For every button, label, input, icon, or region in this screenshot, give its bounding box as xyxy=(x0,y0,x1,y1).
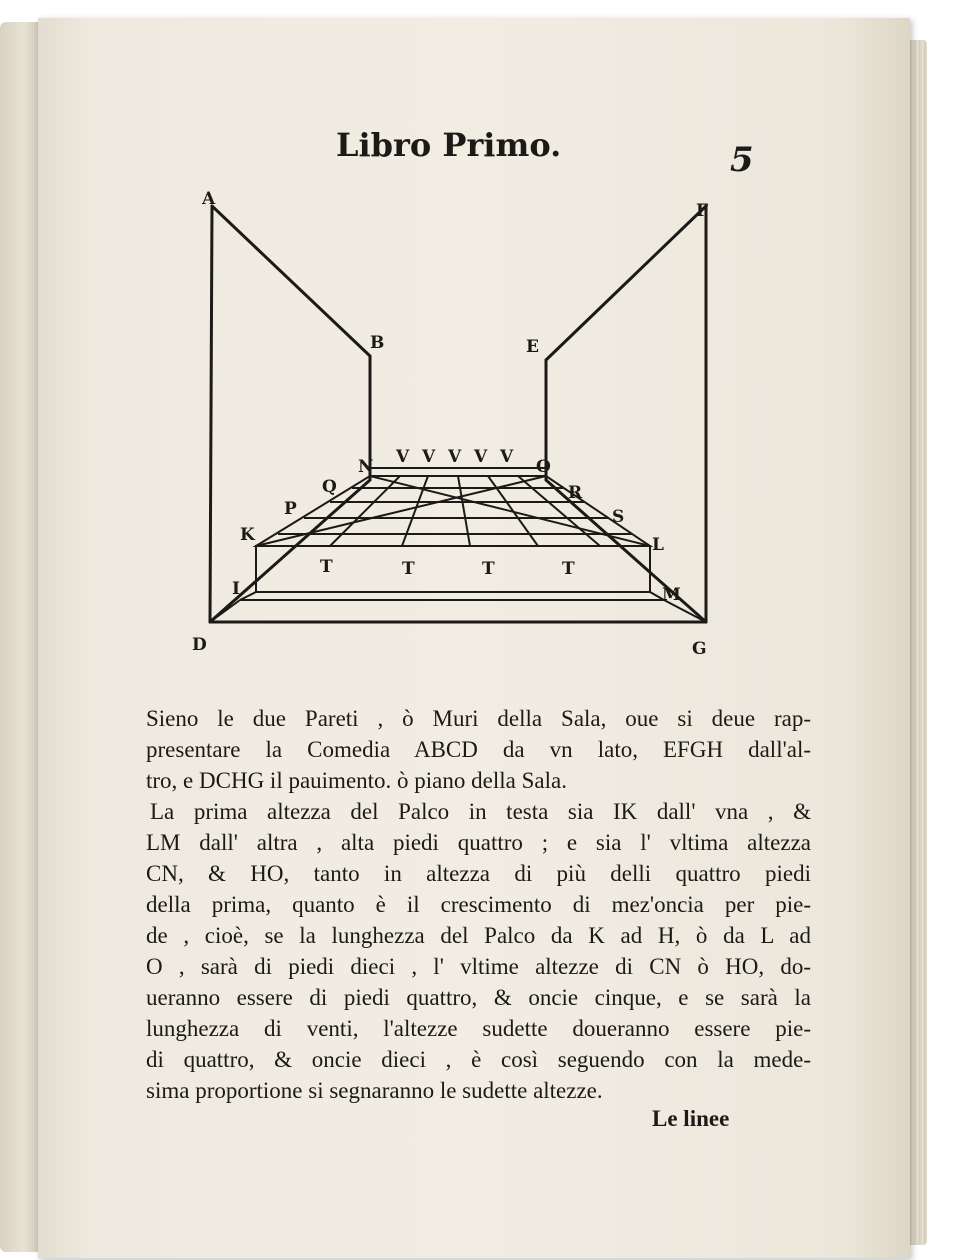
page-number: 5 xyxy=(730,140,754,180)
label-t3: T xyxy=(482,559,495,579)
label-t2: T xyxy=(402,559,415,579)
diag-k-h xyxy=(256,476,546,546)
running-head: Libro Primo. xyxy=(336,126,562,164)
text-line: sima proportione si segnaranno le sudette altezze. xyxy=(146,1078,603,1103)
text-line: de , cioè, se la lunghezza del Palco da K ad H, ò da L ad xyxy=(146,923,811,948)
label-o: O xyxy=(536,457,551,477)
text-line: O , sarà di piedi dieci , l' vltime altezze di CN ò HO, do- xyxy=(146,954,811,979)
line-f-e xyxy=(546,206,706,360)
line-a-b xyxy=(212,206,370,356)
label-v3: V xyxy=(448,447,462,467)
text-line: CN, & HO, tanto in altezza di più delli quattro piedi xyxy=(146,861,811,886)
recede-1 xyxy=(330,476,400,546)
label-k: K xyxy=(240,525,255,545)
perspective-diagram xyxy=(180,180,740,660)
label-l: L xyxy=(652,535,664,555)
line-a-d xyxy=(210,206,212,622)
text-line: La prima altezza del Palco in testa sia IK dall' vna , & xyxy=(150,799,811,824)
label-i: I xyxy=(232,579,240,599)
label-t1: T xyxy=(320,557,333,577)
text-line: della prima, quanto è il crescimento di mez'oncia per pie- xyxy=(146,892,811,917)
text-line: presentare la Comedia ABCD da vn lato, EFGH dall'al- xyxy=(146,737,811,762)
label-f: F xyxy=(696,201,709,221)
stage-top xyxy=(256,476,650,546)
label-t4: T xyxy=(562,559,575,579)
recede-3 xyxy=(458,476,470,546)
body-paragraphs xyxy=(146,703,811,1106)
label-r: R xyxy=(568,483,583,503)
label-v2: V xyxy=(422,447,436,467)
line-i-d xyxy=(210,600,240,622)
label-b: B xyxy=(370,333,385,353)
text-line: Sieno le due Pareti , ò Muri della Sala, oue si deue rap- xyxy=(146,706,811,731)
label-n: N xyxy=(358,457,374,477)
label-q: Q xyxy=(322,477,337,497)
previous-page-edge xyxy=(0,22,40,1252)
text-line: tro, e DCHG il pauimento. ò piano della Sala. xyxy=(146,768,567,793)
label-s: S xyxy=(612,507,625,527)
catchword: Le linee xyxy=(652,1106,730,1131)
label-e: E xyxy=(526,337,539,357)
stage-front xyxy=(256,546,650,592)
text-line: lunghezza di venti, l'altezze sudette doueranno essere pie- xyxy=(146,1016,811,1041)
label-v4: V xyxy=(474,447,488,467)
label-v1: V xyxy=(396,447,410,467)
text-line: di quattro, & oncie dieci , è così seguendo con la mede- xyxy=(146,1047,811,1072)
text-line: LM dall' altra , alta piedi quattro ; e sia l' vltima altezza xyxy=(146,830,811,855)
text-line: ueranno essere di piedi quattro, & oncie cinque, e se sarà la xyxy=(146,985,811,1010)
label-d: D xyxy=(192,635,207,655)
diag-l-c xyxy=(370,476,650,546)
label-m: M xyxy=(662,585,681,605)
stage-perspective-woodcut xyxy=(180,180,740,660)
label-g: G xyxy=(692,639,707,659)
label-p: P xyxy=(284,499,297,519)
label-a: A xyxy=(202,189,216,209)
label-v5: V xyxy=(500,447,514,467)
